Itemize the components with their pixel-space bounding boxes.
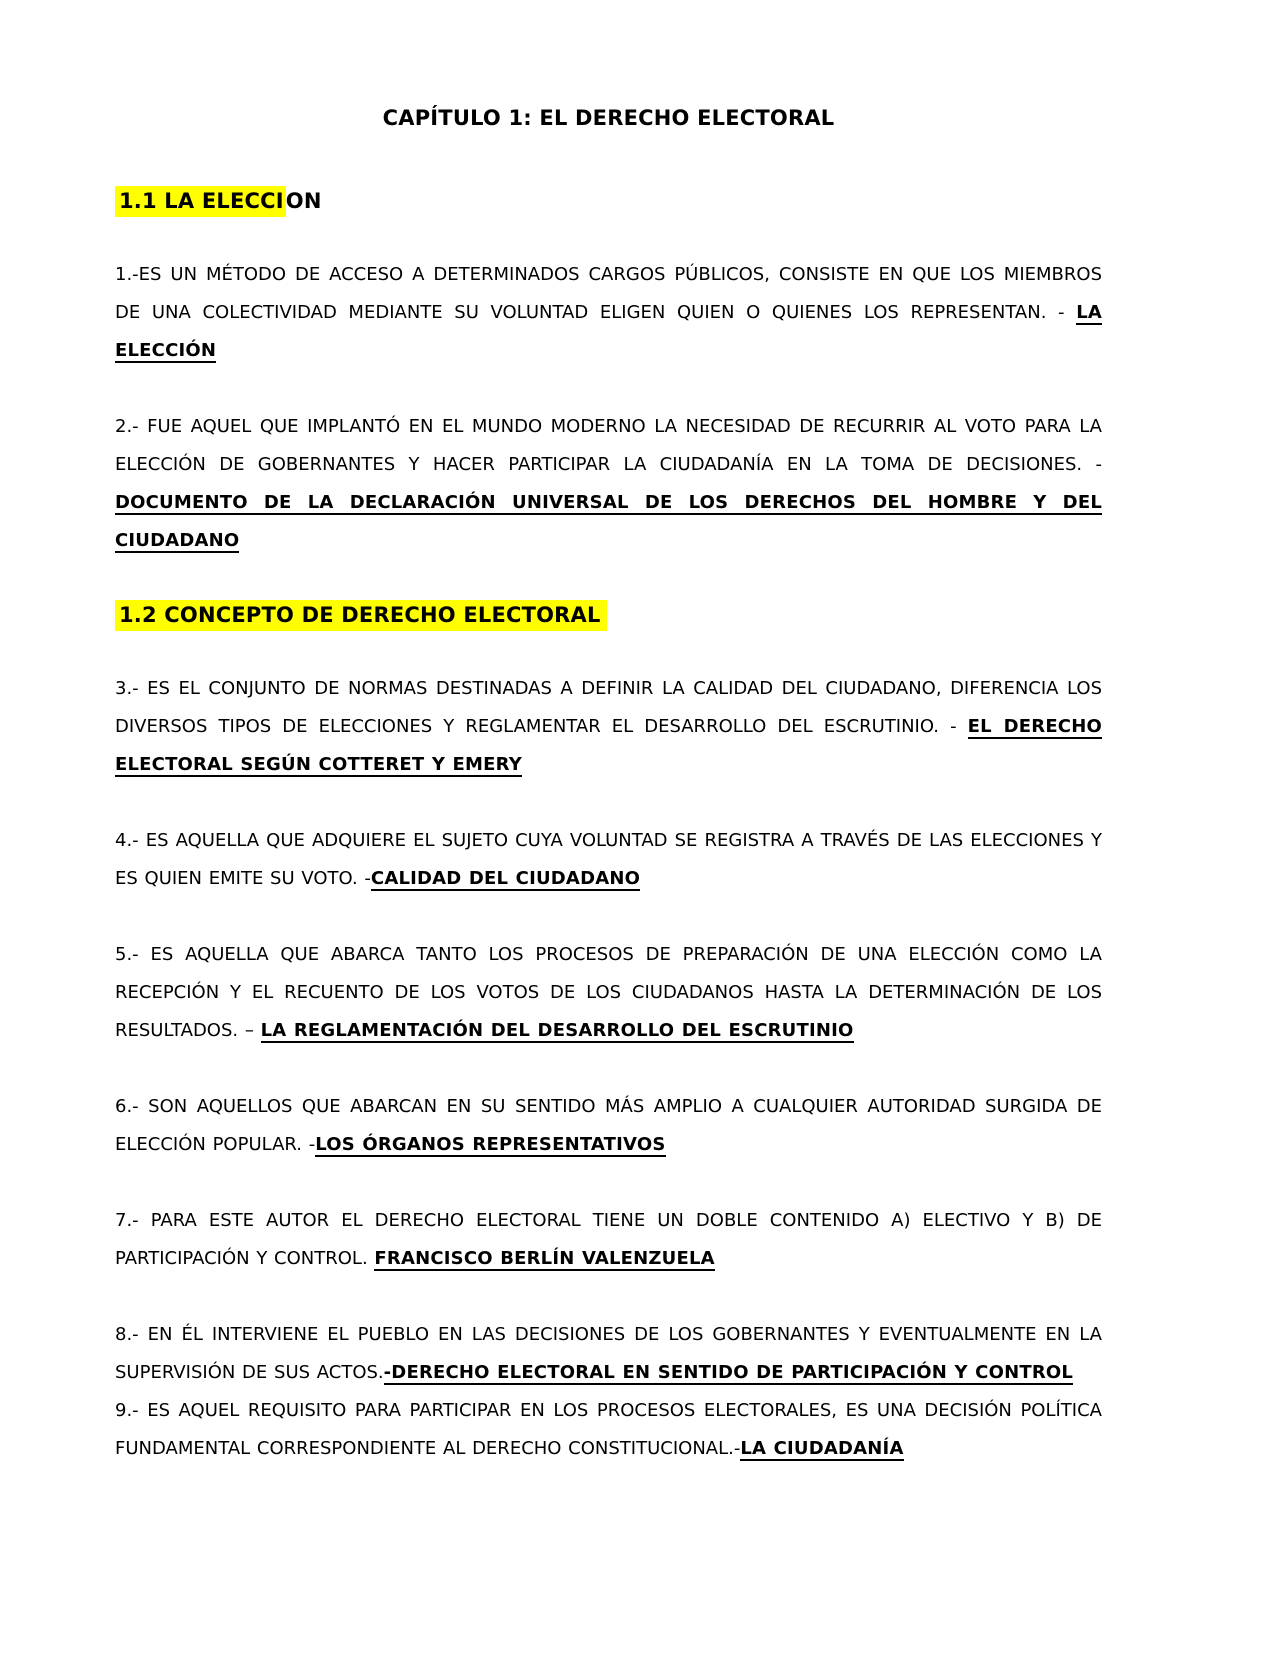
paragraph-2: [115, 408, 1102, 560]
paragraph-5-text: 5.- ES AQUELLA QUE ABARCA TANTO LOS PROCESOS DE PREPARACIÓN DE UNA ELECCIÓN COMO LA RECEPCIÓN Y EL RECUENTO DE LOS VOTOS DE LOS CIUDADANOS HASTA LA DETERMINACIÓN DE LOS RESULTADOS. –: [115, 944, 1102, 1041]
section-heading-1-2: [115, 598, 1102, 632]
paragraph-3-key-term: EL DERECHO ELECTORAL SEGÚN COTTERET Y EMERY: [115, 716, 1102, 775]
paragraph-8: [115, 1316, 1102, 1392]
page-title: CAPÍTULO 1: EL DERECHO ELECTORAL: [382, 106, 835, 130]
paragraph-9: [115, 1392, 1102, 1468]
paragraph-7-text: 7.- PARA ESTE AUTOR EL DERECHO ELECTORAL TIENE UN DOBLE CONTENIDO A) ELECTIVO Y B) DE PARTICIPACIÓN Y CONTROL.: [115, 1210, 1102, 1269]
heading-1-2-highlighted-text: 1.2 CONCEPTO DE DERECHO ELECTORAL: [115, 600, 607, 631]
paragraph-3: [115, 670, 1102, 784]
paragraph-1-key-term: LA ELECCIÓN: [115, 302, 1102, 361]
paragraph-1-text: 1.-ES UN MÉTODO DE ACCESO A DETERMINADOS CARGOS PÚBLICOS, CONSISTE EN QUE LOS MIEMBROS DE UNA COLECTIVIDAD MEDIANTE SU VOLUNTAD ELIGEN QUIEN O QUIENES LOS REPRESENTAN. -: [115, 264, 1102, 323]
paragraph-6: [115, 1088, 1102, 1164]
paragraph-8-text: 8.- EN ÉL INTERVIENE EL PUEBLO EN LAS DECISIONES DE LOS GOBERNANTES Y EVENTUALMENTE EN LA SUPERVISIÓN DE SUS ACTOS.: [115, 1324, 1102, 1383]
paragraph-5-key-term: LA REGLAMENTACIÓN DEL DESARROLLO DEL ESCRUTINIO: [260, 1020, 854, 1041]
paragraph-4-key-term: CALIDAD DEL CIUDADANO: [370, 868, 641, 889]
section-heading-1-1: [115, 184, 1102, 218]
heading-1-1-highlighted-text: 1.1 LA ELECCI: [115, 186, 286, 217]
paragraph-2-key-term: DOCUMENTO DE LA DECLARACIÓN UNIVERSAL DE LOS DERECHOS DEL HOMBRE Y DEL CIUDADANO: [115, 492, 1102, 551]
paragraph-9-text: 9.- ES AQUEL REQUISITO PARA PARTICIPAR EN LOS PROCESOS ELECTORALES, ES UNA DECISIÓN POLÍTICA FUNDAMENTAL CORRESPONDIENTE AL DERECHO CONSTITUCIONAL.-: [115, 1400, 1102, 1459]
paragraph-6-text: 6.- SON AQUELLOS QUE ABARCAN EN SU SENTIDO MÁS AMPLIO A CUALQUIER AUTORIDAD SURGIDA DE ELECCIÓN POPULAR. -: [115, 1096, 1102, 1155]
paragraph-8-key-term: -DERECHO ELECTORAL EN SENTIDO DE PARTICIPACIÓN Y CONTROL: [383, 1362, 1074, 1383]
paragraph-4-text: 4.- ES AQUELLA QUE ADQUIERE EL SUJETO CUYA VOLUNTAD SE REGISTRA A TRAVÉS DE LAS ELECCIONES Y ES QUIEN EMITE SU VOTO. -: [115, 830, 1102, 889]
paragraph-3-text: 3.- ES EL CONJUNTO DE NORMAS DESTINADAS A DEFINIR LA CALIDAD DEL CIUDADANO, DIFERENCIA LOS DIVERSOS TIPOS DE ELECCIONES Y REGLAMENTAR EL DESARROLLO DEL ESCRUTINIO. -: [115, 678, 1102, 737]
paragraph-7-key-term: FRANCISCO BERLÍN VALENZUELA: [374, 1248, 715, 1269]
paragraph-7: [115, 1202, 1102, 1278]
paragraph-4: [115, 822, 1102, 898]
paragraph-9-key-term: LA CIUDADANÍA: [740, 1438, 904, 1459]
paragraph-6-key-term: LOS ÓRGANOS REPRESENTATIVOS: [315, 1134, 666, 1155]
heading-1-1-unhighlighted-text: ON: [285, 189, 322, 213]
paragraph-1: [115, 256, 1102, 370]
paragraph-5: [115, 936, 1102, 1050]
paragraph-2-text: 2.- FUE AQUEL QUE IMPLANTÓ EN EL MUNDO MODERNO LA NECESIDAD DE RECURRIR AL VOTO PARA LA ELECCIÓN DE GOBERNANTES Y HACER PARTICIPAR LA CIUDADANÍA EN LA TOMA DE DECISIONES. -: [115, 416, 1102, 475]
